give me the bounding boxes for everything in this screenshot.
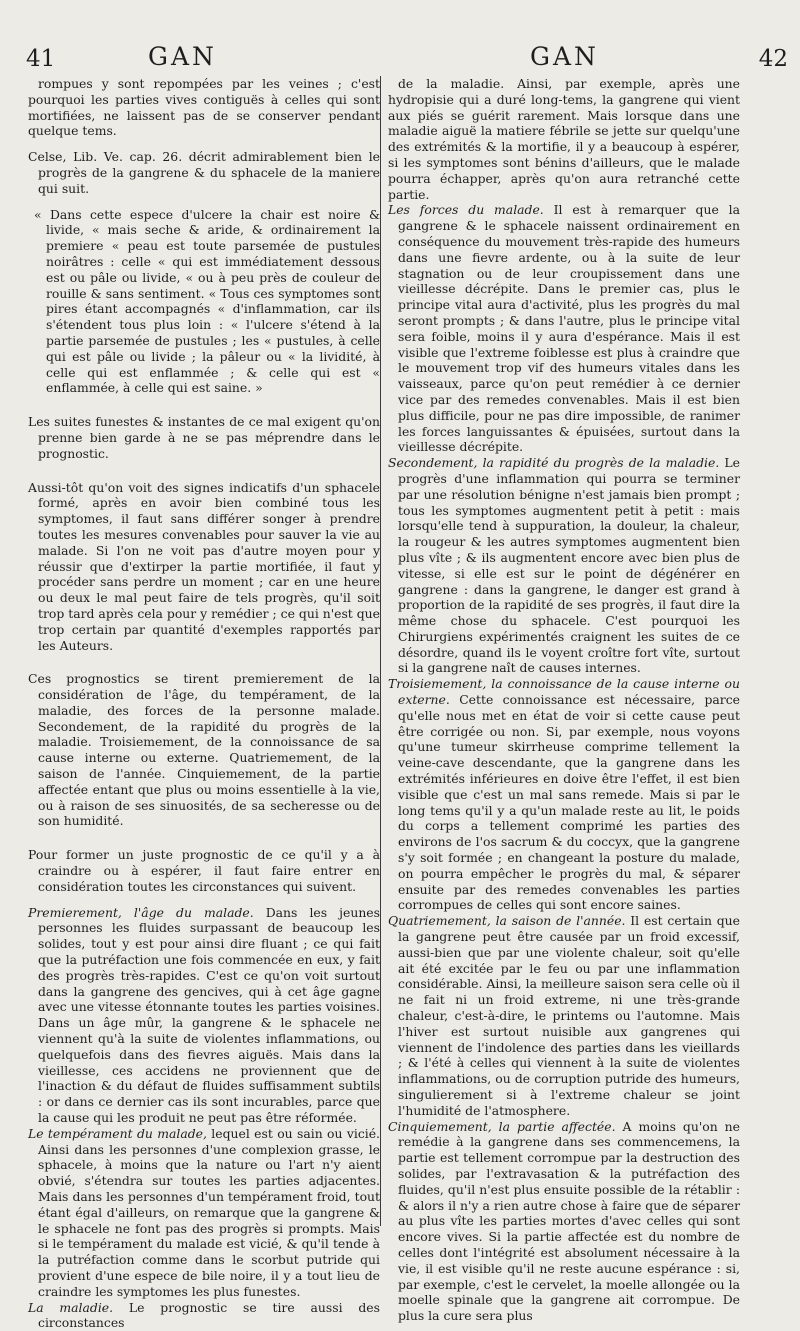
quotation: « Dans cette espece d'ulcere la chair est noire & livide, « mais seche & aride, & ordinairement la premiere « peau est toute parsemée de pustules noirâtres : celle « qui est immédiatement dessous est ou pâle ou livide, « ou à peu près de couleur de rouille & sans sentiment. « Tous ces symptomes sont pires étant accompagnés « d'inflammation, car ils s'étendent tous plus loin : « l'ulcere s'étend à la partie parsemée de pustules ; les « pustules, à celle qui est pâle ou livide ; la pâleur ou « la lividité, à celle qui est enflammée ; & celle qui est « enflammée, à celle qui est saine. » [34, 206, 380, 396]
right-running-title: GAN [530, 42, 599, 71]
paragraph: Celse, Lib. Ve. cap. 26. décrit admirablement bien le progrès de la gangrene & du sphacele de la maniere qui suit. [28, 149, 380, 196]
left-page-number: 41 [26, 46, 56, 72]
right-page-number: 42 [758, 46, 788, 72]
paragraph: La maladie. Le prognostic se tire aussi des circonstances [28, 1299, 380, 1331]
paragraph: Ces prognostics se tirent premierement de la considération de l'âge, du tempérament, de la maladie, des forces de la personne malade. Secondement, de la rapidité du progrès de la maladie. Troisiemement, de la connoissance de sa cause interne ou externe. Quatriemement, de la saison de l'année. Cinquiemement, de la partie affectée entant que plus ou moins essentielle à la vie, ou à raison de ses sinuosités, de sa secheresse ou de son humidité. [28, 671, 380, 829]
page-header [22, 40, 790, 76]
left-running-title: GAN [148, 42, 217, 71]
paragraph: Cinquiemement, la partie affectée. A moins qu'on ne remédie à la gangrene dans ses commencemens, la partie est tellement corrompue par la destruction des solides, par l'extravasation & la putréfaction des fluides, qu'il n'est plus ensuite possible de la rétablir : & alors il n'y a rien autre chose à faire que de séparer au plus vîte les parties mortes d'avec celles qui sont encore vives. Si la partie affectée est du nombre de celles dont l'intégrité est absolument nécessaire à la vie, il est visible qu'il ne reste aucune espérance : si, par exemple, c'est le cervelet, la moelle allongée ou la moelle spinale que la gangrene ait corrompue. De plus la cure sera plus [388, 1118, 740, 1324]
left-column [28, 76, 380, 1331]
paragraph: Le tempérament du malade, lequel est ou sain ou vicié. Ainsi dans les personnes d'une complexion grasse, le sphacele, à moins que la nature ou l'art n'y aient obvié, s'étendra sur toutes les parties adjacentes. Mais dans les personnes d'un tempérament froid, tout étant égal d'ailleurs, on remarque que la gangrene & le sphacele ne font pas des progrès si prompts. Mais si le tempérament du malade est vicié, & qu'il tende à la putréfaction comme dans le scorbut putride qui provient d'une espece de bile noire, il y a tout lieu de craindre les symptomes les plus funestes. [28, 1125, 381, 1299]
paragraph: Quatriemement, la saison de l'année. Il est certain que la gangrene peut être causée par un froid excessif, aussi-bien que par une violente chaleur, soit qu'elle ait été excitée par le feu ou par une inflammation considérable. Ainsi, la meilleure saison sera celle où il ne fait ni un froid extreme, ni une très-grande chaleur, c'est-à-dire, le printems ou l'automne. Mais l'hiver est surtout nuisible aux gangrenes qui viennent de l'indolence des parties dans les vieillards ; & l'été à celles qui viennent à la suite de violentes inflammations, ou de corruption putride des humeurs, singulierement si à l'extreme chaleur se joint l'humidité de l'atmosphere. [388, 913, 740, 1118]
right-column [388, 76, 740, 1324]
paragraph: Pour former un juste prognostic de ce qu'il y a à craindre ou à espérer, il faut faire entrer en considération toutes les circonstances qui suivent. [28, 847, 380, 894]
column-divider [380, 76, 381, 1226]
paragraph: Les suites funestes & instantes de ce mal exigent qu'on prenne bien garde à ne se pas méprendre dans le prognostic. [28, 414, 380, 461]
paragraph: rompues y sont repompées par les veines ; c'est pourquoi les parties vives contiguës à celles qui sont mortifiées, ne laissent pas de se conserver pendant quelque tems. [28, 76, 380, 139]
paragraph: Troisiemement, la connoissance de la cause interne ou externe. Cette connoissance est nécessaire, parce qu'elle nous met en état de voir si cette cause peut être corrigée ou non. Si, par exemple, nous voyons qu'une tumeur skirrheuse comprime tellement la veine-cave descendante, que la gangrene dans les extrémités inférieures en doive être l'effet, il est bien visible que c'est un mal sans remede. Mais si par le long tems qu'il y a qu'un malade reste au lit, le poids du corps a tellement comprimé les parties des environs de l'os sacrum & du coccyx, que la gangrene s'y soit formée ; en changeant la posture du malade, on pourra empêcher le progrès du mal, & séparer ensuite par des remedes convenables les parties corrompues de celles qui sont encore saines. [388, 676, 740, 913]
paragraph: Aussi-tôt qu'on voit des signes indicatifs d'un sphacele formé, après en avoir bien combiné tous les symptomes, il faut sans différer songer à prendre toutes les mesures convenables pour sauver la vie au malade. Si l'on ne voit pas d'autre moyen pour y réussir que d'extirper la partie mortifiée, il faut y procéder sans perdre un moment ; car en une heure ou deux le mal peut faire de tels progrès, qu'il soit trop tard après cela pour y remédier ; ce qui n'est que trop certain par quantité d'exemples rapportés par les Auteurs. [28, 479, 380, 653]
paragraph: de la maladie. Ainsi, par exemple, après une hydropisie qui a duré long-tems, la gangrene qui vient aux piés se guérit rarement. Mais lorsque dans une maladie aiguë la matiere fébrile se jette sur quelqu'une des extrémités & la mortifie, il y a beaucoup à espérer, si les symptomes sont bénins d'ailleurs, que le malade pourra échapper, après qu'on aura retranché cette partie. [388, 76, 740, 202]
paragraph: Secondement, la rapidité du progrès de la maladie. Le progrès d'une inflammation qui pourra se terminer par une résolution bénigne n'est jamais bien prompt ; tous les symptomes augmentent petit à petit : mais lorsqu'elle tend à suppuration, la douleur, la chaleur, la rougeur & les autres symptomes augmentent bien plus vîte ; & ils augmentent encore avec bien plus de vitesse, si elle est sur le point de dégénérer en gangrene : dans la gangrene, le danger est grand à proportion de la rapidité de ses progrès, il faut dire la même chose du sphacele. C'est pourquoi les Chirurgiens expérimentés craignent les suites de ce désordre, quand ils le voyent croître fort vîte, surtout si la gangrene naît de causes internes. [388, 455, 740, 676]
paragraph: Les forces du malade. Il est à remarquer que la gangrene & le sphacele naissent ordinairement en conséquence du mouvement très-rapide des humeurs dans une fievre ardente, ou à la suite de leur stagnation ou de leur croupissement dans une vieillesse décrépite. Dans le premier cas, plus le principe vital aura d'activité, plus les progrès du mal seront prompts ; & dans l'autre, plus le principe vital sera foible, moins il y aura d'espérance. Mais il est visible que l'extreme foiblesse est plus à craindre que le mouvement trop vif des humeurs vitales dans les vaisseaux, parce qu'on peut remédier à ce dernier vice par des remedes convenables. Mais il est bien plus difficile, pour ne pas dire impossible, de ranimer les forces languissantes & épuisées, surtout dans la vieillesse décrépite. [388, 202, 740, 455]
paragraph: Premierement, l'âge du malade. Dans les jeunes personnes les fluides surpassant de beaucoup les solides, tout y est pour ainsi dire fluant ; ce qui fait que la putréfaction une fois commencée en eux, y fait des progrès très-rapides. C'est ce qu'on voit surtout dans la gangrene des gencives, qui à cet âge gagne avec une vitesse étonnante toutes les parties voisines. Dans un âge mûr, la gangrene & le sphacele ne viennent qu'à la suite de violentes inflammations, ou quelquefois dans des fievres aiguës. Mais dans la vieillesse, ces accidens ne proviennent que de l'inaction & du défaut de fluides suffisamment subtils : or dans ce dernier cas ils sont incurables, parce que la cause qui les produit ne peut pas être réformée. [28, 904, 380, 1126]
